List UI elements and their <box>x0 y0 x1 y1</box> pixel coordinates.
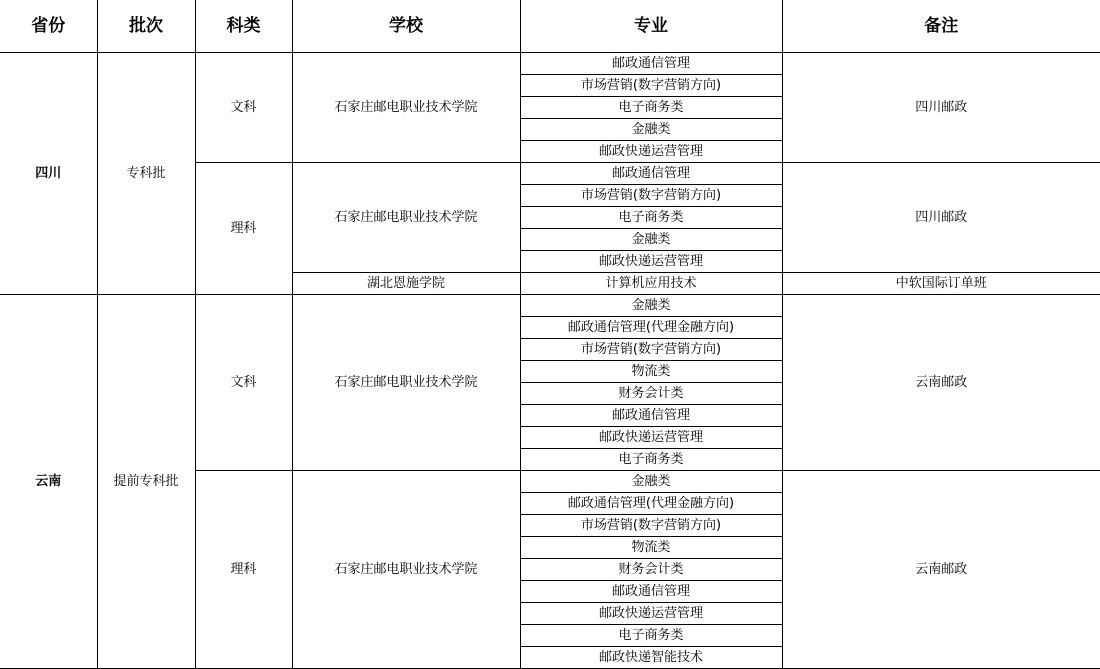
major-cell: 金融类 <box>520 295 782 317</box>
major-cell: 邮政快递运营管理 <box>520 251 782 273</box>
school-cell: 湖北恩施学院 <box>292 273 520 295</box>
major-cell: 邮政通信管理 <box>520 53 782 75</box>
major-cell: 市场营销(数字营销方向) <box>520 185 782 207</box>
major-cell: 金融类 <box>520 229 782 251</box>
major-cell: 计算机应用技术 <box>520 273 782 295</box>
header-note: 备注 <box>782 0 1100 53</box>
major-cell: 财务会计类 <box>520 559 782 581</box>
major-cell: 邮政通信管理 <box>520 581 782 603</box>
header-category: 科类 <box>195 0 292 53</box>
province-cell: 四川 <box>0 53 97 295</box>
major-cell: 邮政快递运营管理 <box>520 603 782 625</box>
major-cell: 邮政通信管理(代理金融方向) <box>520 317 782 339</box>
major-cell: 邮政通信管理(代理金融方向) <box>520 493 782 515</box>
major-cell: 物流类 <box>520 361 782 383</box>
major-cell: 电子商务类 <box>520 449 782 471</box>
major-cell: 市场营销(数字营销方向) <box>520 339 782 361</box>
province-cell: 云南 <box>0 295 97 669</box>
major-cell: 金融类 <box>520 119 782 141</box>
major-cell: 市场营销(数字营销方向) <box>520 515 782 537</box>
school-cell: 石家庄邮电职业技术学院 <box>292 53 520 163</box>
note-cell: 中软国际订单班 <box>782 273 1100 295</box>
batch-cell: 专科批 <box>97 53 195 295</box>
major-cell: 邮政通信管理 <box>520 163 782 185</box>
category-cell: 理科 <box>195 163 292 295</box>
major-cell: 市场营销(数字营销方向) <box>520 75 782 97</box>
school-cell: 石家庄邮电职业技术学院 <box>292 295 520 471</box>
school-cell: 石家庄邮电职业技术学院 <box>292 471 520 669</box>
major-cell: 电子商务类 <box>520 625 782 647</box>
school-cell: 石家庄邮电职业技术学院 <box>292 163 520 273</box>
category-cell: 文科 <box>195 53 292 163</box>
header-batch: 批次 <box>97 0 195 53</box>
major-cell: 金融类 <box>520 471 782 493</box>
major-cell: 财务会计类 <box>520 383 782 405</box>
major-cell: 邮政快递运营管理 <box>520 427 782 449</box>
header-row <box>0 0 1100 53</box>
table-row <box>0 53 1100 75</box>
category-cell: 理科 <box>195 471 292 669</box>
major-cell: 邮政快递智能技术 <box>520 647 782 669</box>
category-cell: 文科 <box>195 295 292 471</box>
note-cell: 云南邮政 <box>782 295 1100 471</box>
major-cell: 电子商务类 <box>520 207 782 229</box>
major-cell: 邮政快递运营管理 <box>520 141 782 163</box>
table-row <box>0 295 1100 317</box>
header-province: 省份 <box>0 0 97 53</box>
header-major: 专业 <box>520 0 782 53</box>
major-cell: 电子商务类 <box>520 97 782 119</box>
major-cell: 邮政通信管理 <box>520 405 782 427</box>
note-cell: 云南邮政 <box>782 471 1100 669</box>
header-school: 学校 <box>292 0 520 53</box>
note-cell: 四川邮政 <box>782 53 1100 163</box>
major-cell: 物流类 <box>520 537 782 559</box>
note-cell: 四川邮政 <box>782 163 1100 273</box>
batch-cell: 提前专科批 <box>97 295 195 669</box>
